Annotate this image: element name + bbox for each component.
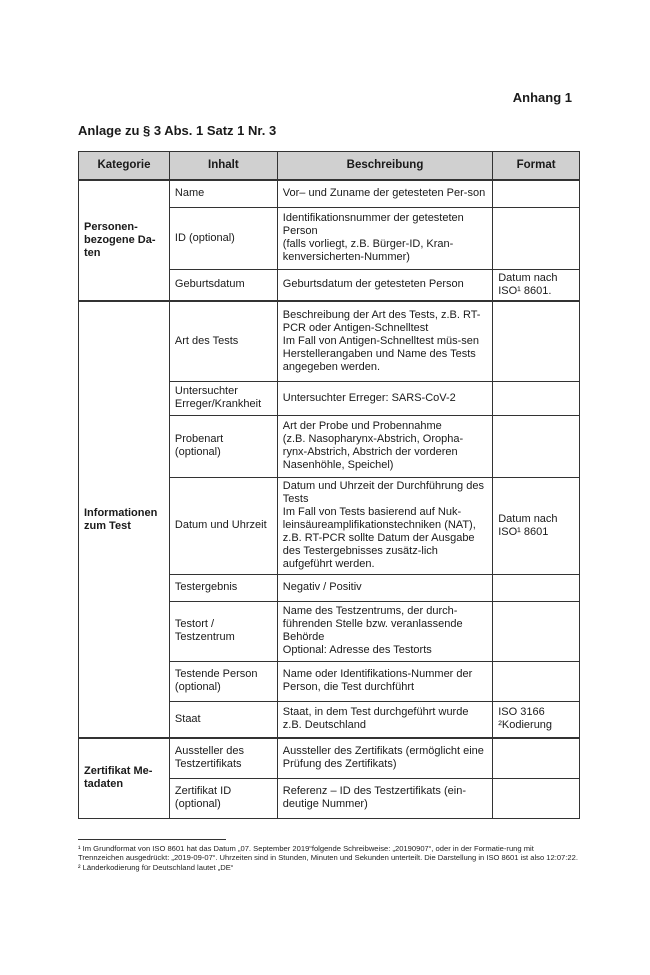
description-cell: Name des Testzentrums, der durch-führenden Stelle bzw. veranlassende Behörde Optional: Adresse des Testorts <box>277 601 492 661</box>
format-cell <box>493 207 580 269</box>
table-header-row <box>79 152 580 181</box>
table-row <box>79 180 580 207</box>
column-header-inhalt: Inhalt <box>169 152 277 181</box>
format-cell <box>493 778 580 818</box>
format-cell: Datum nach ISO¹ 8601 <box>493 477 580 574</box>
description-cell: Identifikationsnummer der getesteten Person (falls vorliegt, z.B. Bürger-ID, Kran-kenversicherten-Nummer) <box>277 207 492 269</box>
description-cell: Beschreibung der Art des Tests, z.B. RT-PCR oder Antigen-Schnelltest Im Fall von Antigen-Schnelltest müs-sen Herstellerangaben und Name des Tests angegeben werden. <box>277 301 492 381</box>
category-cell-certificate-metadata: Zertifikat Me-tadaten <box>79 738 170 818</box>
column-header-kategorie: Kategorie <box>79 152 170 181</box>
content-cell: Art des Tests <box>169 301 277 381</box>
content-cell: Name <box>169 180 277 207</box>
table-row <box>79 301 580 381</box>
content-cell: Zertifikat ID (optional) <box>169 778 277 818</box>
content-cell: Geburtsdatum <box>169 269 277 301</box>
format-cell: Datum nach ISO¹ 8601. <box>493 269 580 301</box>
format-cell <box>493 180 580 207</box>
footnote-2: ² Länderkodierung für Deutschland lautet „DE“ <box>78 862 234 872</box>
content-cell: Aussteller des Testzertifikats <box>169 738 277 778</box>
format-cell: ISO 3166 ²Kodierung <box>493 701 580 738</box>
description-cell: Geburtsdatum der getesteten Person <box>277 269 492 301</box>
description-cell: Negativ / Positiv <box>277 574 492 601</box>
content-cell: Testort / Testzentrum <box>169 601 277 661</box>
format-cell <box>493 574 580 601</box>
footnote-divider <box>78 839 226 840</box>
description-cell: Art der Probe und Probennahme (z.B. Nasopharynx-Abstrich, Oropha-rynx-Abstrich, Abstrich der vorderen Nasenhöhle, Speichel) <box>277 415 492 477</box>
description-cell: Vor– und Zuname der getesteten Per-son <box>277 180 492 207</box>
description-cell: Untersuchter Erreger: SARS-CoV-2 <box>277 381 492 415</box>
content-cell: Staat <box>169 701 277 738</box>
format-cell <box>493 661 580 701</box>
content-cell: Probenart (optional) <box>169 415 277 477</box>
format-cell <box>493 301 580 381</box>
column-header-beschreibung: Beschreibung <box>277 152 492 181</box>
data-table <box>78 151 580 819</box>
table-row <box>79 738 580 778</box>
description-cell: Datum und Uhrzeit der Durchführung des Tests Im Fall von Tests basierend auf Nuk-leinsäureamplifikationstechniken (NAT), z.B. RT-PCR sollte Datum der Ausgabe des Testergebnisses zusätz-lich aufgeführt werden. <box>277 477 492 574</box>
description-cell: Staat, in dem Test durchgeführt wurde z.B. Deutschland <box>277 701 492 738</box>
content-cell: ID (optional) <box>169 207 277 269</box>
format-cell <box>493 381 580 415</box>
content-cell: Testende Person (optional) <box>169 661 277 701</box>
document-heading: Anlage zu § 3 Abs. 1 Satz 1 Nr. 3 <box>78 123 277 138</box>
format-cell <box>493 415 580 477</box>
format-cell <box>493 738 580 778</box>
content-cell: Untersuchter Erreger/Krankheit <box>169 381 277 415</box>
description-cell: Name oder Identifikations-Nummer der Person, die Test durchführt <box>277 661 492 701</box>
category-cell-personal-data: Personen-bezogene Da-ten <box>79 180 170 301</box>
description-cell: Referenz – ID des Testzertifikats (ein-deutige Nummer) <box>277 778 492 818</box>
description-cell: Aussteller des Zertifikats (ermöglicht eine Prüfung des Zertifikats) <box>277 738 492 778</box>
column-header-format: Format <box>493 152 580 181</box>
category-cell-test-information: Informationen zum Test <box>79 301 170 738</box>
footnotes <box>78 844 580 872</box>
footnote-1: ¹ Im Grundformat von ISO 8601 hat das Datum „07. September 2019“folgende Schreibweise: „20190907“, oder in der Formatie-rung mit Trennzeichen ausgedrückt: „2019-09-07“. Uhrzeiten sind in Stunden, Minuten und Sekunden unterteilt. Die Darstellung in ISO 8601 ist also 12:07:22. <box>78 844 578 863</box>
format-cell <box>493 601 580 661</box>
content-cell: Datum und Uhrzeit <box>169 477 277 574</box>
content-cell: Testergebnis <box>169 574 277 601</box>
annex-label: Anhang 1 <box>512 90 572 105</box>
